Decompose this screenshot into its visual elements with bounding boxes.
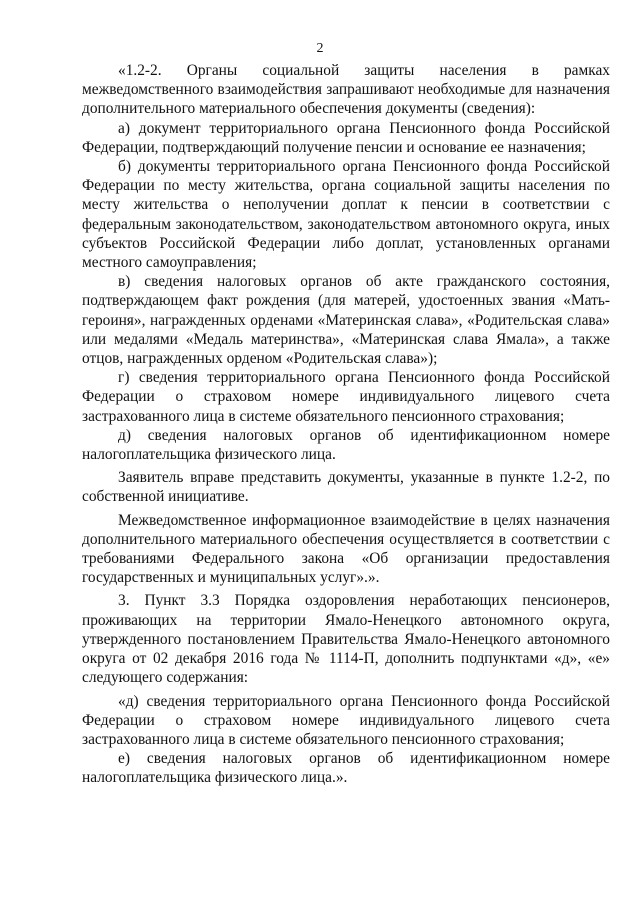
paragraph-item-a: а) документ территориального органа Пенсионного фонда Российской Федерации, подтверждающий получение пенсии и основание ее назначения;: [82, 119, 610, 156]
page-number: 2: [316, 41, 324, 56]
paragraph-new-item-e: е) сведения налоговых органов об идентификационном номере налогоплательщика физического лица.».: [82, 750, 610, 787]
paragraph-1-2-2-intro: «1.2-2. Органы социальной защиты населения в рамках межведомственного взаимодействия запрашивают необходимые для назначения дополнительного материального обеспечения документы (сведения):: [82, 62, 610, 118]
paragraph-new-item-d: «д) сведения территориального органа Пенсионного фонда Российской Федерации о страховом номере индивидуального лицевого счета застрахованного лица в системе обязательного пенсионного страхования;: [82, 692, 610, 748]
paragraph-point-3: 3. Пункт 3.3 Порядка оздоровления неработающих пенсионеров, проживающих на территории Ямало-Ненецкого автономного округа, утвержденного постановлением Правительства Ямало-Ненецкого автономного округа от 02 декабря 2016 года № 1114-П, дополнить подпунктами «д», «е» следующего содержания:: [82, 592, 610, 687]
paragraph-item-d: д) сведения налоговых органов об идентификационном номере налогоплательщика физического лица.: [82, 426, 610, 464]
paragraph-item-b: б) документы территориального органа Пенсионного фонда Российской Федерации по месту жительства, органа социальной защиты населения по месту жительства о неполучении доплат к пенсии в соответствии с федеральным законодательством, законодательством автономного округа, иных субъектов Российской Федерации либо доплат, установленных органами местного самоуправления;: [82, 158, 610, 272]
document-body: [82, 61, 610, 788]
paragraph-applicant-right: Заявитель вправе представить документы, указанные в пункте 1.2-2, по собственной инициативе.: [82, 469, 610, 506]
paragraph-item-v: в) сведения налоговых органов об акте гражданского состояния, подтверждающем факт рождения (для матерей, удостоенных звания «Мать-героиня», награжденных орденами «Материнская слава», «Родительская слава» или медалями «Медаль материнства», «Материнская слава Ямала», а также отцов, награжденных орденом «Родительская слава»);: [82, 273, 610, 368]
paragraph-item-g: г) сведения территориального органа Пенсионного фонда Российской Федерации о страховом номере индивидуального лицевого счета застрахованного лица в системе обязательного пенсионного страхования;: [82, 369, 610, 425]
paragraph-interagency-interaction: Межведомственное информационное взаимодействие в целях назначения дополнительного материального обеспечения осуществляется в соответствии с требованиями Федерального закона «Об организации предоставления государственных и муниципальных услуг».».: [82, 511, 610, 587]
